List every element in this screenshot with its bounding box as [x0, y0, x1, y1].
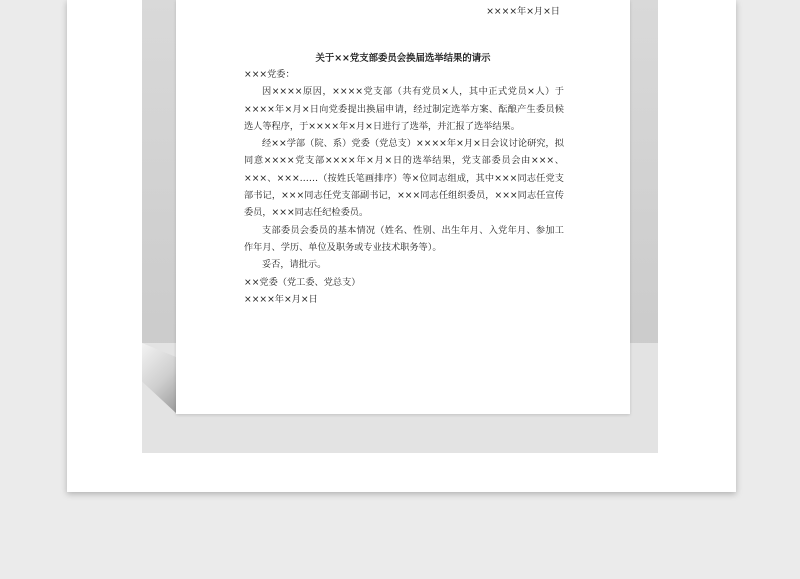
document-page	[176, 0, 630, 414]
document-body	[244, 66, 564, 308]
paragraph: 妥否，请批示。	[262, 259, 327, 271]
salutation: ×××党委：	[244, 69, 295, 80]
document-title: 关于××党支部委员会换届选举结果的请示	[315, 53, 491, 64]
paragraph: 支部委员会委员的基本情况（姓名、性别、出生年月、入党年月、参加工作年月、学历、单位及职务或专业技术职务等）。	[244, 224, 564, 253]
bottom-date: ××××年×月×日	[244, 293, 318, 305]
paragraph: 经××学部（院、系）党委（党总支）××××年×月×日会议讨论研究，拟同意××××党支部××××年×月×日的选举结果，党支部委员会由×××、×××、×××……（按姓氏笔画排序）等×位同志组成，其中×××同志任党支部书记，×××同志任党支部副书记，×××同志任组织委员，×××同志任宣传委员，×××同志任纪检委员。	[244, 138, 564, 219]
signature: ××党委（党工委、党总支）	[244, 276, 361, 288]
paragraph: 因××××原因，××××党支部（共有党员×人，其中正式党员×人）于××××年×月×日向党委提出换届申请，经过制定选举方案、酝酿产生委员候选人等程序，于××××年×月×日进行了选举，并汇报了选举结果。	[244, 86, 564, 132]
top-date: ××××年×月×日	[486, 6, 560, 17]
